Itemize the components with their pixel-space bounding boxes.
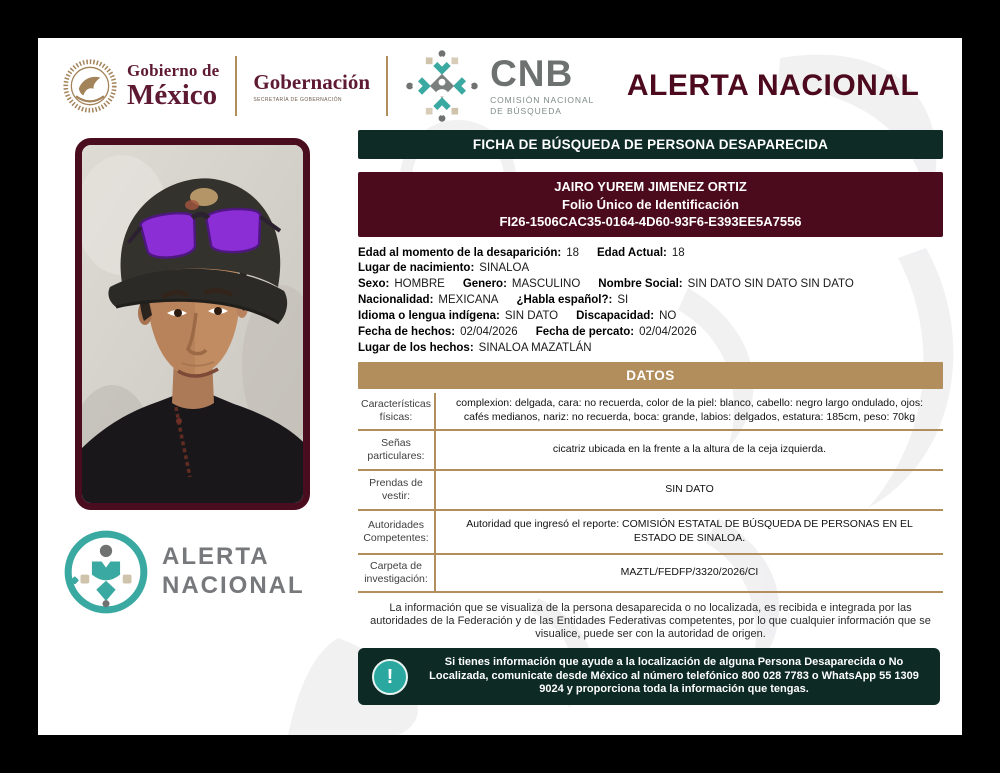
detail-pair	[358, 262, 529, 274]
gobierno-de-label: Gobierno de	[127, 61, 220, 80]
detail-value: NO	[659, 310, 677, 323]
detail-label: Fecha de percato:	[535, 326, 635, 339]
detail-label: Edad Actual:	[597, 246, 667, 259]
table-row-value: cicatriz ubicada en la frente a la altura de la ceja izquierda.	[552, 443, 827, 456]
person-name: JAIRO YUREM JIMENEZ ORTIZ	[554, 179, 747, 194]
gobernacion-label: Gobernación	[253, 69, 371, 94]
detail-label: Idioma o lengua indígena:	[358, 310, 500, 323]
table-row-label: Características físicas:	[358, 393, 436, 429]
header-divider	[235, 56, 237, 116]
alerta-nacional-emblem-icon	[62, 528, 150, 616]
cnb-wordmark	[490, 55, 594, 116]
detail-value: SINALOA	[479, 262, 530, 275]
table-row	[358, 471, 943, 511]
detail-value: SIN DATO SIN DATO SIN DATO	[687, 278, 854, 291]
nacional-word: NACIONAL	[162, 572, 305, 599]
person-header	[358, 172, 943, 237]
detail-value: SIN DATO	[504, 310, 559, 323]
exclamation-icon: !	[372, 659, 408, 695]
table-row	[358, 511, 943, 555]
detail-pair	[536, 326, 697, 338]
cnb-emblem-icon	[404, 48, 480, 124]
disclaimer-text: La información que se visualiza de la persona desaparecida o no localizada, es recibida e integrada por las autoridades de la Federación y de las Entidades Federativas competentes, por lo que cualquier información que se visualice, puede ser con la autoridad de origen.	[370, 601, 931, 641]
datos-table	[358, 393, 943, 593]
detail-line	[358, 325, 943, 341]
table-row	[358, 431, 943, 471]
cnb-name-line1: COMISIÓN NACIONAL	[490, 95, 595, 106]
header	[38, 38, 962, 134]
detail-label: Fecha de hechos:	[358, 326, 456, 339]
portrait-illustration	[82, 145, 303, 503]
table-row-label: Señas particulares:	[358, 431, 436, 469]
alerta-nacional-title: ALERTA NACIONAL	[626, 69, 920, 102]
detail-value: 18	[671, 246, 685, 259]
table-row-value: complexion: delgada, cara: no recuerda, color de la piel: blanco, cabello: negro largo ondulado, ojos: cafés medianos, nariz: no recuerda, boca: grande, labios: delgados, estatura: 185cm, peso: 70kg	[456, 397, 923, 423]
detail-pair	[597, 247, 685, 259]
detail-value: MASCULINO	[511, 278, 581, 291]
detail-label: Genero:	[462, 278, 507, 291]
gobernacion-logo	[253, 70, 370, 103]
detail-line	[358, 293, 943, 309]
cnb-acronym: CNB	[490, 53, 574, 95]
detail-pair	[358, 342, 592, 354]
mexico-label: México	[127, 79, 218, 111]
cnb-name	[490, 95, 594, 116]
detail-pair	[516, 294, 628, 306]
detail-pair	[358, 247, 579, 259]
detail-pair	[358, 310, 558, 322]
table-row	[358, 393, 943, 431]
table-row-label: Carpeta de investigación:	[358, 555, 436, 591]
table-row-value: Autoridad que ingresó el reporte: COMISIÓN ESTATAL DE BÚSQUEDA DE PERSONAS EN EL ESTADO DE SINALOA.	[466, 518, 913, 544]
detail-label: Discapacidad:	[576, 310, 655, 323]
detail-line	[358, 261, 943, 277]
table-row	[358, 555, 943, 593]
alerta-nacional-logo	[62, 528, 305, 616]
contact-footer-text: Si tienes información que ayude a la localización de alguna Persona Desaparecida o No Localizada, comunicate desde México al número telefónico 800 028 7783 o WhatsApp 55 1309 9024 y proporciona toda la información que tengas.	[429, 656, 919, 696]
detail-value: SINALOA MAZATLÁN	[478, 341, 592, 354]
detail-pair	[463, 278, 580, 290]
detail-label: Lugar de nacimiento:	[358, 262, 475, 275]
folio-value: FI26-1506CAC35-0164-4D60-93F6-E393EE5A7556	[499, 214, 802, 229]
ficha-page	[38, 38, 962, 735]
detail-pair	[358, 294, 498, 306]
detail-label: Edad al momento de la desaparición:	[358, 246, 562, 259]
cnb-logo	[404, 48, 594, 124]
alerta-nacional-wordmark	[162, 543, 305, 601]
detail-label: Sexo:	[358, 278, 390, 291]
detail-value: 02/04/2026	[639, 326, 697, 339]
detail-pair	[598, 278, 854, 290]
mexican-eagle-seal-icon	[62, 58, 118, 114]
gobernacion-subtitle: SECRETARÍA DE GOBERNACIÓN	[253, 96, 342, 103]
folio-label: Folio Único de Identificación	[562, 196, 739, 212]
detail-label: Lugar de los hechos:	[358, 341, 474, 354]
table-row-label: Prendas de vestir:	[358, 471, 436, 509]
detail-label: Nombre Social:	[598, 278, 683, 291]
detail-line	[358, 309, 943, 325]
datos-section-header: DATOS	[358, 362, 943, 389]
missing-person-photo	[75, 138, 310, 510]
table-row-value: MAZTL/FEDFP/3320/2026/CI	[620, 566, 759, 579]
ficha-banner: FICHA DE BÚSQUEDA DE PERSONA DESAPARECIDA	[358, 130, 943, 159]
detail-value: 02/04/2026	[460, 326, 518, 339]
table-row-label: Autoridades Competentes:	[358, 511, 436, 553]
detail-line	[358, 277, 943, 293]
gobierno-de-mexico-wordmark	[127, 62, 219, 110]
detail-pair	[576, 310, 676, 322]
detail-value: MEXICANA	[438, 294, 499, 307]
details-block	[358, 246, 943, 357]
gobierno-de-mexico-logo	[62, 58, 219, 114]
table-row-value: SIN DATO	[665, 483, 714, 496]
detail-value: HOMBRE	[394, 278, 445, 291]
alerta-word: ALERTA	[162, 543, 270, 571]
detail-value: 18	[566, 246, 580, 259]
cnb-name-line2: DE BÚSQUEDA	[490, 106, 562, 116]
detail-pair	[358, 278, 445, 290]
detail-line	[358, 341, 943, 357]
detail-label: Nacionalidad:	[358, 294, 434, 307]
header-divider	[386, 56, 388, 116]
detail-value: SI	[617, 294, 629, 307]
contact-footer	[358, 648, 940, 705]
detail-line	[358, 246, 943, 262]
detail-pair	[358, 326, 518, 338]
ficha-body	[358, 130, 943, 705]
detail-label: ¿Habla español?:	[516, 294, 613, 307]
